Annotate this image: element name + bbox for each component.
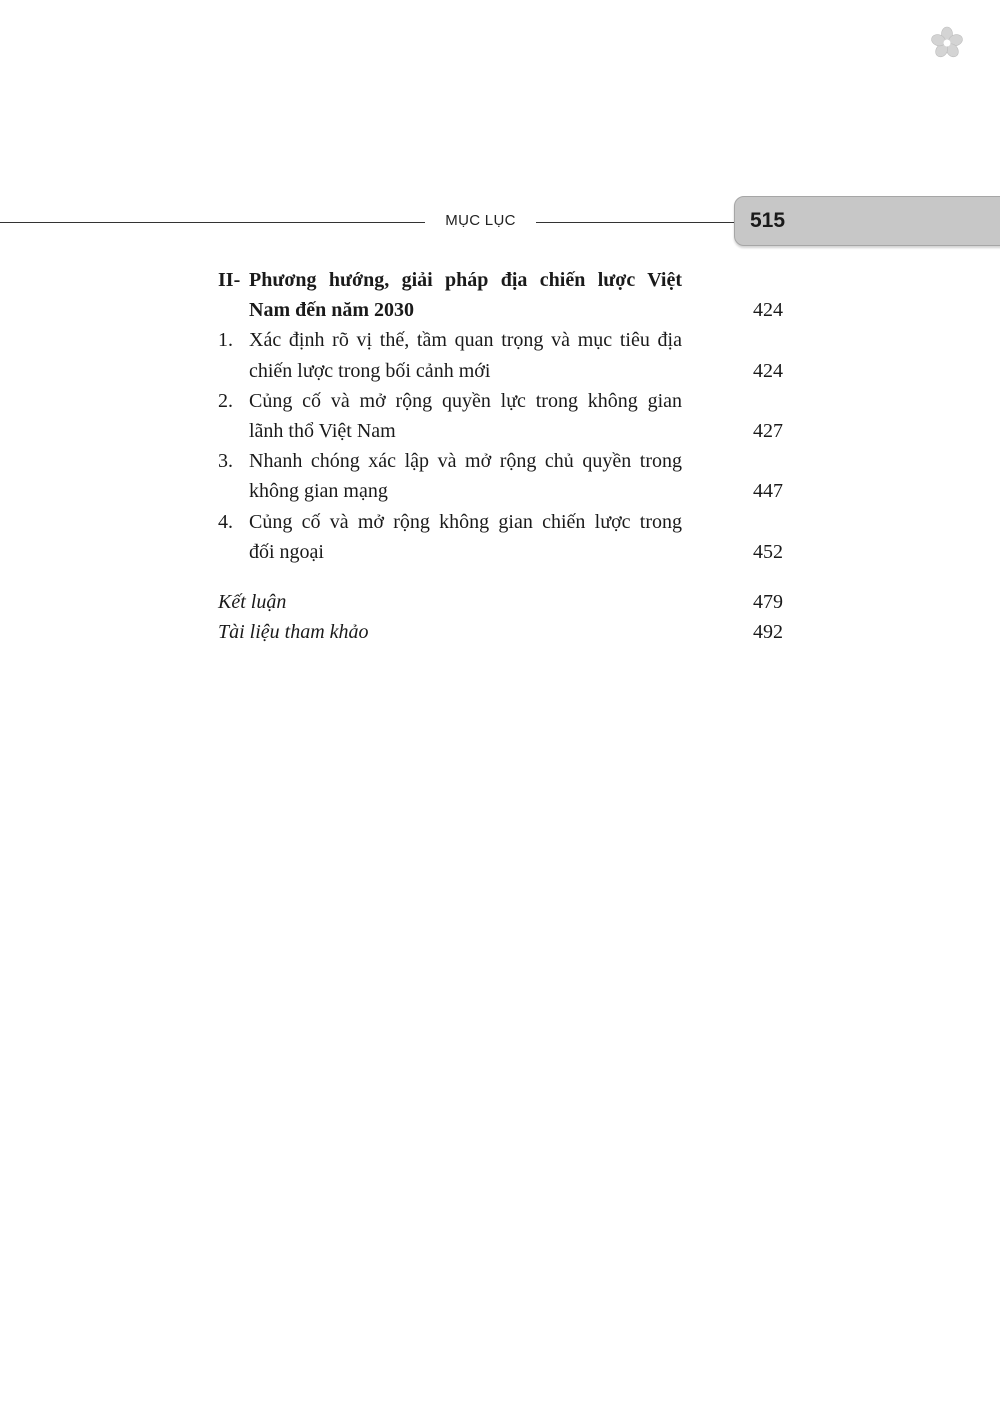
- toc-references: [218, 617, 783, 647]
- toc-item-4: [218, 507, 783, 567]
- toc-item-line: Củng cố và mở rộng quyền lực trong không gian: [249, 389, 682, 412]
- toc-item-page: 427: [753, 420, 783, 443]
- toc-item-line: lãnh thổ Việt Nam: [249, 420, 396, 443]
- toc-conclusion: [218, 587, 783, 617]
- toc-item-line: Củng cố và mở rộng không gian chiến lược trong: [249, 510, 682, 533]
- toc-item-2: [218, 386, 783, 446]
- toc-item-line: đối ngoại: [249, 540, 324, 563]
- toc-item-1: [218, 325, 783, 385]
- header-rule-right: [536, 222, 736, 223]
- running-header-title: MỤC LỤC: [445, 212, 516, 229]
- toc-section-marker: II-: [218, 269, 241, 291]
- toc-item-line: chiến lược trong bối cảnh mới: [249, 359, 491, 382]
- toc-conclusion-label: Kết luận: [218, 591, 287, 614]
- toc-item-marker: 1.: [218, 329, 233, 352]
- table-of-contents: [218, 265, 783, 647]
- toc-section-page: 424: [753, 299, 783, 322]
- page-number: 515: [750, 209, 786, 232]
- toc-item-page: 447: [753, 480, 783, 503]
- toc-item-3: [218, 446, 783, 506]
- toc-conclusion-page: 479: [753, 591, 783, 614]
- header-rule-left: [0, 222, 425, 223]
- toc-section-line-2: Nam đến năm 2030: [249, 299, 415, 322]
- toc-item-marker: 4.: [218, 510, 233, 533]
- toc-section-line-1: Phương hướng, giải pháp địa chiến lược Việt: [249, 269, 682, 291]
- toc-item-line: Nhanh chóng xác lập và mở rộng chủ quyền trong: [249, 450, 682, 473]
- toc-references-label: Tài liệu tham khảo: [218, 621, 369, 644]
- toc-references-page: 492: [753, 621, 783, 644]
- toc-item-marker: 3.: [218, 450, 233, 473]
- toc-item-line: không gian mạng: [249, 480, 388, 503]
- toc-item-page: 424: [753, 359, 783, 382]
- toc-item-marker: 2.: [218, 389, 233, 412]
- toc-item-page: 452: [753, 540, 783, 563]
- flower-icon: [930, 26, 964, 60]
- toc-spacer: [218, 567, 783, 587]
- toc-item-line: Xác định rõ vị thế, tầm quan trọng và mục tiêu địa: [249, 329, 682, 352]
- toc-section-ii: [218, 265, 783, 325]
